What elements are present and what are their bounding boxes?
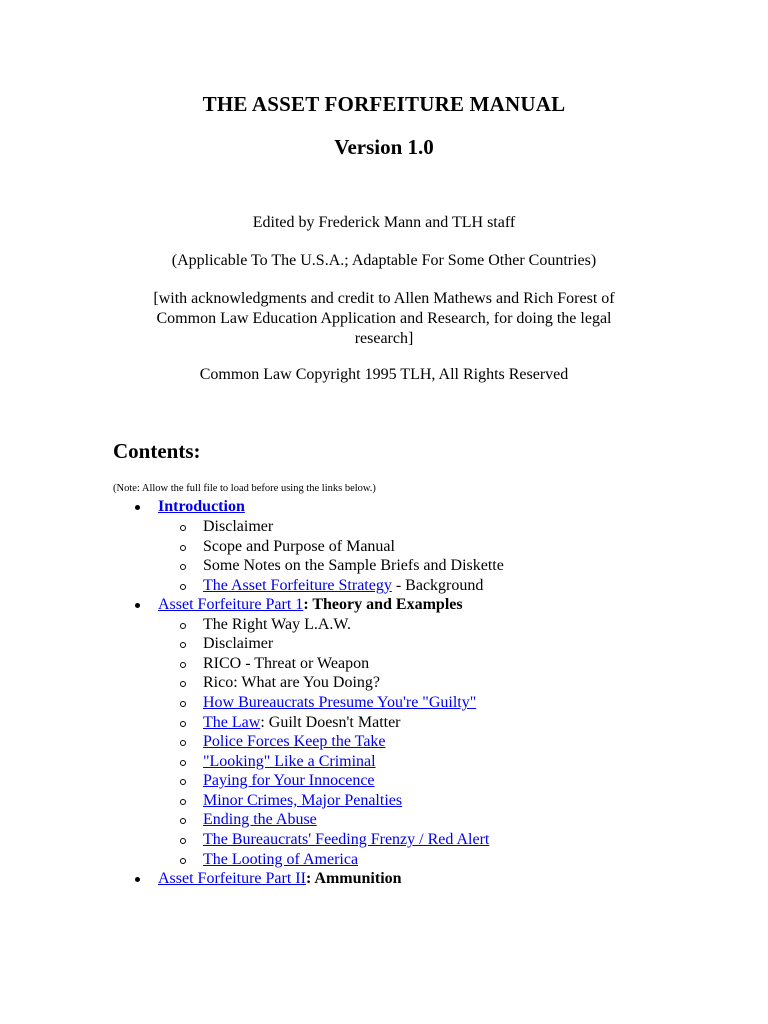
toc-item-text: The Right Way L.A.W. xyxy=(203,616,352,633)
toc-section-introduction xyxy=(158,497,245,517)
circle-bullet-icon xyxy=(180,838,186,844)
toc-item-text: Scope and Purpose of Manual xyxy=(203,538,395,555)
toc-item xyxy=(203,791,402,811)
toc-item xyxy=(203,771,375,791)
circle-bullet-icon xyxy=(180,799,186,805)
disc-bullet-icon xyxy=(135,505,140,510)
toc-item-text: RICO - Threat or Weapon xyxy=(203,655,370,672)
toc-item xyxy=(203,634,273,654)
toc-item xyxy=(203,576,483,596)
circle-bullet-icon xyxy=(180,525,186,531)
toc-section-part-1 xyxy=(158,595,463,615)
document-version: Version 1.0 xyxy=(334,135,434,159)
toc-section-part-2 xyxy=(158,869,402,889)
circle-bullet-icon xyxy=(180,642,186,648)
editor-credit: Edited by Frederick Mann and TLH staff xyxy=(252,214,516,231)
toc-link-minor-crimes[interactable]: Minor Crimes, Major Penalties xyxy=(203,792,403,809)
toc-link-looting-of-america[interactable]: The Looting of America xyxy=(203,851,359,868)
circle-bullet-icon xyxy=(180,740,186,746)
circle-bullet-icon xyxy=(180,721,186,727)
circle-bullet-icon xyxy=(180,858,186,864)
toc-item xyxy=(203,732,386,752)
toc-item xyxy=(203,556,504,576)
contents-note: (Note: Allow the full file to load before using the links below.) xyxy=(113,483,376,494)
toc-link-feeding-frenzy[interactable]: The Bureaucrats' Feeding Frenzy / Red Alert xyxy=(203,831,490,848)
disc-bullet-icon xyxy=(135,603,140,608)
toc-item-text: : Guilt Doesn't Matter xyxy=(260,714,401,731)
toc-link-paying-for-innocence[interactable]: Paying for Your Innocence xyxy=(203,772,375,789)
toc-section-suffix: : Theory and Examples xyxy=(303,596,463,613)
toc-item xyxy=(203,713,401,733)
toc-item-text: Some Notes on the Sample Briefs and Diskette xyxy=(203,557,504,574)
applicability-note: (Applicable To The U.S.A.; Adaptable For Some Other Countries) xyxy=(171,252,597,269)
toc-item xyxy=(203,517,273,537)
toc-item-text: Disclaimer xyxy=(203,518,274,535)
toc-link-asset-forfeiture-strategy[interactable]: The Asset Forfeiture Strategy xyxy=(203,577,392,594)
toc-item-text: Disclaimer xyxy=(203,635,274,652)
toc-item xyxy=(203,673,380,693)
acknowledgment-text: [with acknowledgments and credit to Allen Mathews and Rich Forest of Common Law Education Application and Research, for doing the legal research] xyxy=(153,290,615,347)
toc-item-text: - Background xyxy=(391,577,484,594)
document-title: THE ASSET FORFEITURE MANUAL xyxy=(202,92,566,116)
toc-link-presume-guilty[interactable]: How Bureaucrats Presume You're "Guilty" xyxy=(203,694,477,711)
toc-link-ending-the-abuse[interactable]: Ending the Abuse xyxy=(203,811,317,828)
toc-item xyxy=(203,693,476,713)
toc-link-part-2[interactable]: Asset Forfeiture Part II xyxy=(158,870,306,887)
toc-item xyxy=(203,537,395,557)
circle-bullet-icon xyxy=(180,623,186,629)
toc-link-part-1[interactable]: Asset Forfeiture Part 1 xyxy=(158,596,304,613)
toc-item xyxy=(203,810,317,830)
toc-link-introduction[interactable]: Introduction xyxy=(158,498,245,515)
toc-item-text: Rico: What are You Doing? xyxy=(203,674,381,691)
toc-item xyxy=(203,654,369,674)
toc-item xyxy=(203,752,376,772)
circle-bullet-icon xyxy=(180,779,186,785)
toc-link-police-forces[interactable]: Police Forces Keep the Take xyxy=(203,733,386,750)
toc-section-suffix: : Ammunition xyxy=(305,870,402,887)
copyright-notice: Common Law Copyright 1995 TLH, All Rights Reserved xyxy=(199,366,569,383)
toc-link-looking-like-criminal[interactable]: "Looking" Like a Criminal xyxy=(203,753,376,770)
circle-bullet-icon xyxy=(180,662,186,668)
toc-item xyxy=(203,830,489,850)
circle-bullet-icon xyxy=(180,681,186,687)
toc-link-the-law[interactable]: The Law xyxy=(203,714,261,731)
circle-bullet-icon xyxy=(180,760,186,766)
disc-bullet-icon xyxy=(135,877,140,882)
circle-bullet-icon xyxy=(180,818,186,824)
circle-bullet-icon xyxy=(180,564,186,570)
circle-bullet-icon xyxy=(180,701,186,707)
contents-heading: Contents: xyxy=(113,439,201,463)
toc-item xyxy=(203,850,358,870)
circle-bullet-icon xyxy=(180,545,186,551)
toc-item xyxy=(203,615,351,635)
circle-bullet-icon xyxy=(180,584,186,590)
